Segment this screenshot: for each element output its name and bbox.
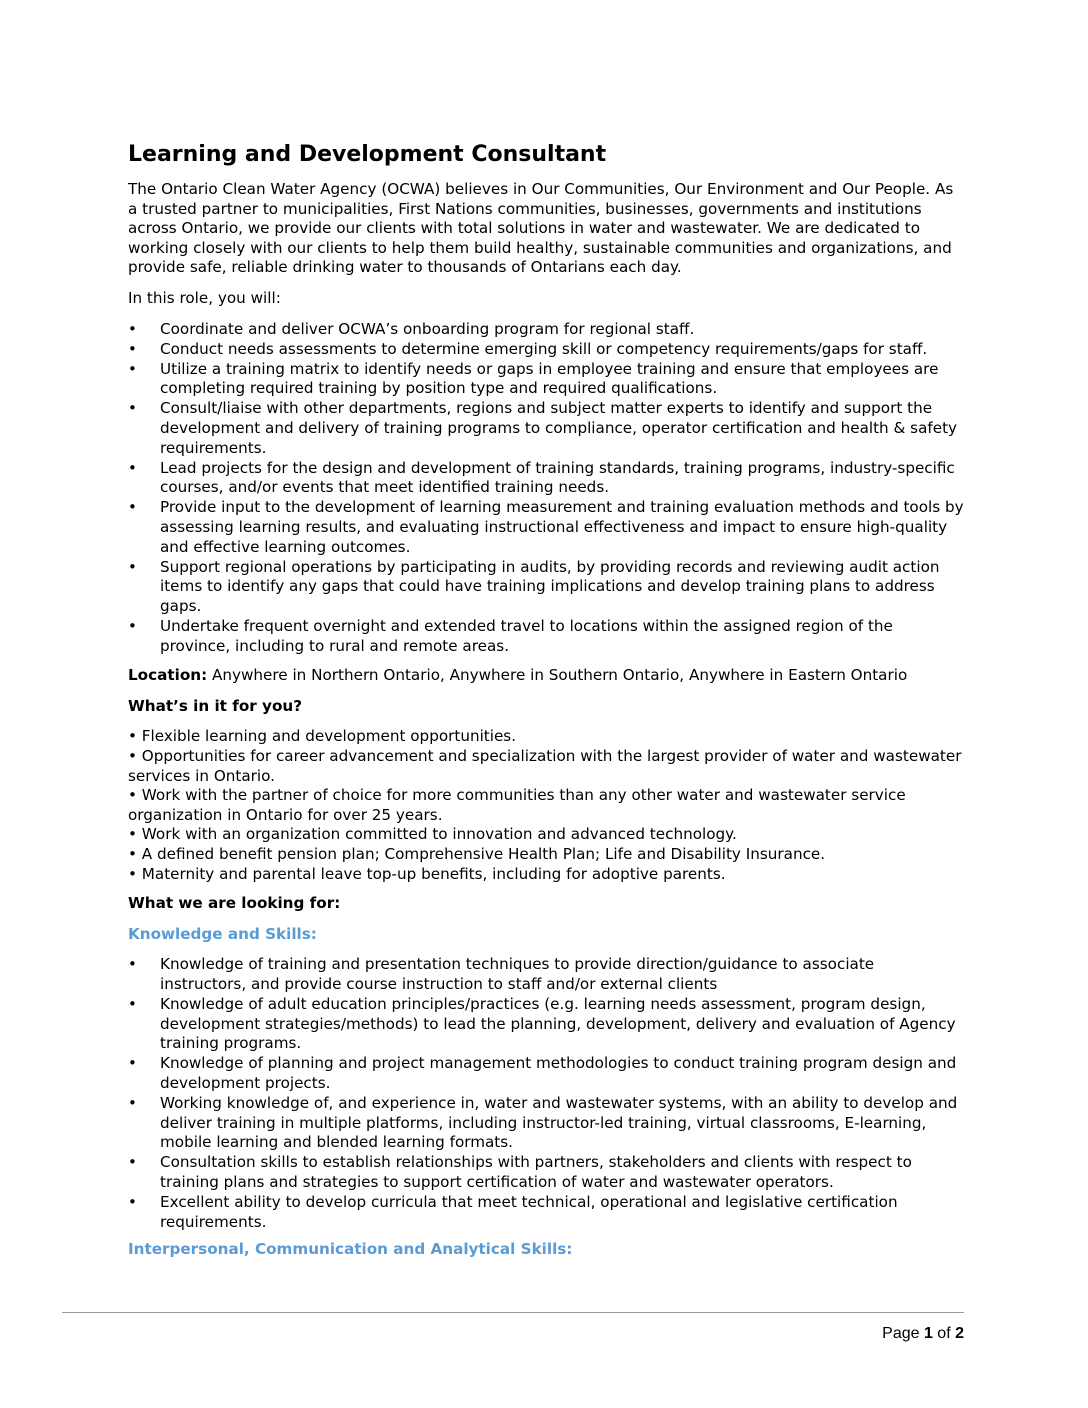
knowledge-item	[128, 1094, 964, 1153]
location-label: Location:	[128, 666, 208, 685]
bullet-icon: •	[128, 955, 137, 974]
knowledge-item	[128, 955, 964, 994]
duty-item-text: Lead projects for the design and development of training standards, training programs, industry-specific courses, and/or events that meet identified training needs.	[160, 458, 955, 497]
footer-of-word: of	[932, 1325, 956, 1342]
page-footer	[882, 1325, 964, 1343]
document-page	[128, 140, 964, 1271]
footer-page-total: 2	[955, 1325, 964, 1342]
intro-paragraph: The Ontario Clean Water Agency (OCWA) believes in Our Communities, Our Environment and Our People. As a trusted partner to municipalities, First Nations communities, businesses, governments and institutions across Ontario, we provide our clients with total solutions in water and wastewater. We are dedicated to working closely with our clients to help them build healthy, sustainable communities and organizations, and provide safe, reliable drinking water to thousands of Ontarians each day.	[128, 180, 954, 277]
duty-item-text: Undertake frequent overnight and extended travel to locations within the assigned region of the province, including to rural and remote areas.	[160, 616, 893, 655]
knowledge-list	[128, 955, 964, 1232]
footer-divider	[62, 1312, 964, 1313]
duty-item	[128, 360, 964, 399]
knowledge-item	[128, 1193, 964, 1232]
duty-item-text: Support regional operations by participating in audits, by providing records and reviewing audit action items to identify any gaps that could have training implications and develop training plans to address gaps.	[160, 557, 940, 615]
duty-item-text: Utilize a training matrix to identify needs or gaps in employee training and ensure that employees are completing required training by position type and required qualifications.	[160, 359, 939, 398]
benefit-item: • Opportunities for career advancement and specialization with the largest provider of water and wastewater services in Ontario.	[128, 746, 962, 785]
benefit-item: • Flexible learning and development opportunities.	[128, 727, 517, 746]
knowledge-item	[128, 1054, 964, 1093]
location-line	[128, 666, 964, 686]
role-lead: In this role, you will:	[128, 288, 281, 307]
knowledge-item-text: Consultation skills to establish relationships with partners, stakeholders and clients with respect to training plans and strategies to support certification of water and wastewater operators.	[160, 1153, 912, 1191]
location-value: Anywhere in Northern Ontario, Anywhere in Southern Ontario, Anywhere in Eastern Ontario	[207, 666, 908, 685]
footer-page-word: Page	[882, 1325, 924, 1342]
bullet-icon: •	[128, 1054, 137, 1073]
bullet-icon: •	[128, 557, 137, 576]
knowledge-item	[128, 1153, 964, 1192]
bullet-icon: •	[128, 458, 137, 477]
bullet-icon: •	[128, 359, 137, 378]
bullet-icon: •	[128, 1153, 137, 1172]
whats-in-it-heading: What’s in it for you?	[128, 696, 303, 715]
benefit-item: • Work with an organization committed to innovation and advanced technology.	[128, 825, 737, 844]
benefit-item: • Work with the partner of choice for more communities than any other water and wastewater service organization in Ontario for over 25 years.	[128, 786, 906, 824]
bullet-icon: •	[128, 994, 137, 1013]
duty-item-text: Conduct needs assessments to determine emerging skill or competency requirements/gaps for staff.	[160, 339, 928, 358]
page-title: Learning and Development Consultant	[128, 142, 607, 167]
bullet-icon: •	[128, 339, 137, 358]
duty-item	[128, 498, 964, 557]
knowledge-item	[128, 995, 964, 1054]
duty-item	[128, 617, 964, 656]
knowledge-item-text: Knowledge of planning and project management methodologies to conduct training program design and development projects.	[160, 1054, 957, 1092]
duty-item-text: Coordinate and deliver OCWA’s onboarding program for regional staff.	[160, 319, 695, 338]
knowledge-item-text: Working knowledge of, and experience in, water and wastewater systems, with an ability to develop and deliver training in multiple platforms, including instructor-led training, virtual classrooms, E-learning, mobile learning and blended learning formats.	[160, 1093, 958, 1152]
knowledge-item-text: Knowledge of adult education principles/practices (e.g. learning needs assessment, program design, development strategies/methods) to lead the planning, development, delivery and evaluation of Agency training programs.	[160, 994, 956, 1053]
duty-item	[128, 399, 964, 458]
knowledge-item-text: Excellent ability to develop curricula that meet technical, operational and legislative certification requirements.	[160, 1192, 898, 1231]
knowledge-item-text: Knowledge of training and presentation techniques to provide direction/guidance to associate instructors, and provide course instruction to staff and/or external clients	[160, 955, 875, 993]
knowledge-heading: Knowledge and Skills:	[128, 924, 317, 943]
duty-item-text: Provide input to the development of learning measurement and training evaluation methods and tools by assessing learning results, and evaluating instructional effectiveness and impact to ensure high-quality and effective learning outcomes.	[160, 498, 964, 556]
duty-item	[128, 340, 964, 360]
bullet-icon: •	[128, 319, 137, 338]
bullet-icon: •	[128, 616, 137, 635]
duties-list	[128, 320, 964, 657]
benefit-item: • A defined benefit pension plan; Comprehensive Health Plan; Life and Disability Insurance.	[128, 844, 826, 863]
duty-item	[128, 558, 964, 617]
bullet-icon: •	[128, 498, 137, 517]
duty-item	[128, 320, 964, 340]
footer-page-number: 1	[923, 1325, 933, 1342]
interpersonal-heading: Interpersonal, Communication and Analytical Skills:	[128, 1240, 573, 1259]
looking-for-heading: What we are looking for:	[128, 894, 341, 913]
duty-item	[128, 459, 964, 498]
benefit-item: • Maternity and parental leave top-up benefits, including for adoptive parents.	[128, 864, 726, 883]
duty-item-text: Consult/liaise with other departments, regions and subject matter experts to identify and support the development and delivery of training programs to compliance, operator certification and health & safety requirements.	[160, 399, 958, 457]
bullet-icon: •	[128, 1192, 137, 1211]
bullet-icon: •	[128, 1093, 137, 1112]
benefits-list	[128, 727, 964, 884]
bullet-icon: •	[128, 399, 137, 418]
